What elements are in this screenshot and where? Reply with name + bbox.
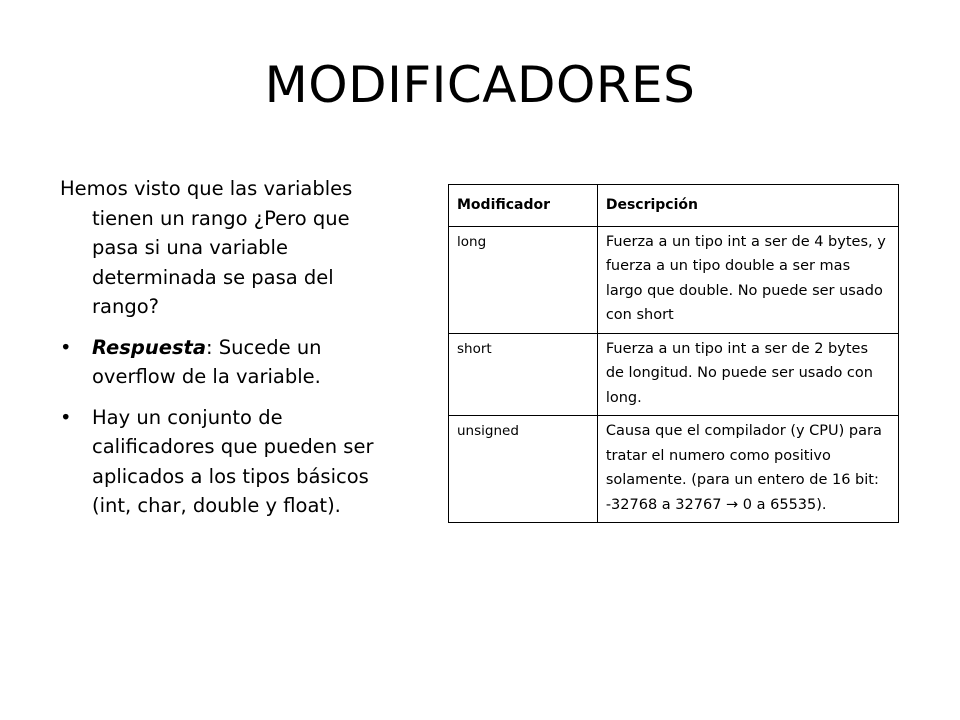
header-description: Descripción: [597, 185, 898, 227]
header-modifier: Modificador: [449, 185, 598, 227]
table-row: [449, 226, 899, 333]
modifiers-table: [448, 184, 899, 523]
bullet-text: [92, 333, 396, 392]
description-cell: Fuerza a un tipo int a ser de 4 bytes, y fuerza a un tipo double a ser mas largo que double. No puede ser usado con short: [597, 226, 898, 333]
modifier-cell: unsigned: [449, 416, 598, 523]
bullet-body: Hay un conjunto de calificadores que pueden ser aplicados a los tipos básicos (int, char, double y float).: [92, 405, 374, 517]
description-cell: Causa que el compilador (y CPU) para tratar el numero como positivo solamente. (para un entero de 16 bit: -32768 a 32767 → 0 a 65535).: [597, 416, 898, 523]
bullet-item: [60, 403, 396, 521]
bullet-marker: •: [60, 405, 72, 429]
bullet-marker: •: [60, 335, 72, 359]
body-text: [60, 174, 396, 532]
table-row: [449, 416, 899, 523]
table-header-row: [449, 185, 899, 227]
description-cell: Fuerza a un tipo int a ser de 2 bytes de longitud. No puede ser usado con long.: [597, 333, 898, 416]
intro-paragraph: Hemos visto que las variables tienen un rango ¿Pero que pasa si una variable determinada se pasa del rango?: [60, 177, 353, 318]
table-row: [449, 333, 899, 416]
bullet-emphasis: Respuesta: [92, 335, 207, 359]
modifier-cell: short: [449, 333, 598, 416]
slide-title: MODIFICADORES: [264, 56, 696, 114]
bullet-body: : Sucede un overflow de la variable.: [92, 335, 322, 388]
bullet-item: [60, 333, 396, 392]
modifier-cell: long: [449, 226, 598, 333]
